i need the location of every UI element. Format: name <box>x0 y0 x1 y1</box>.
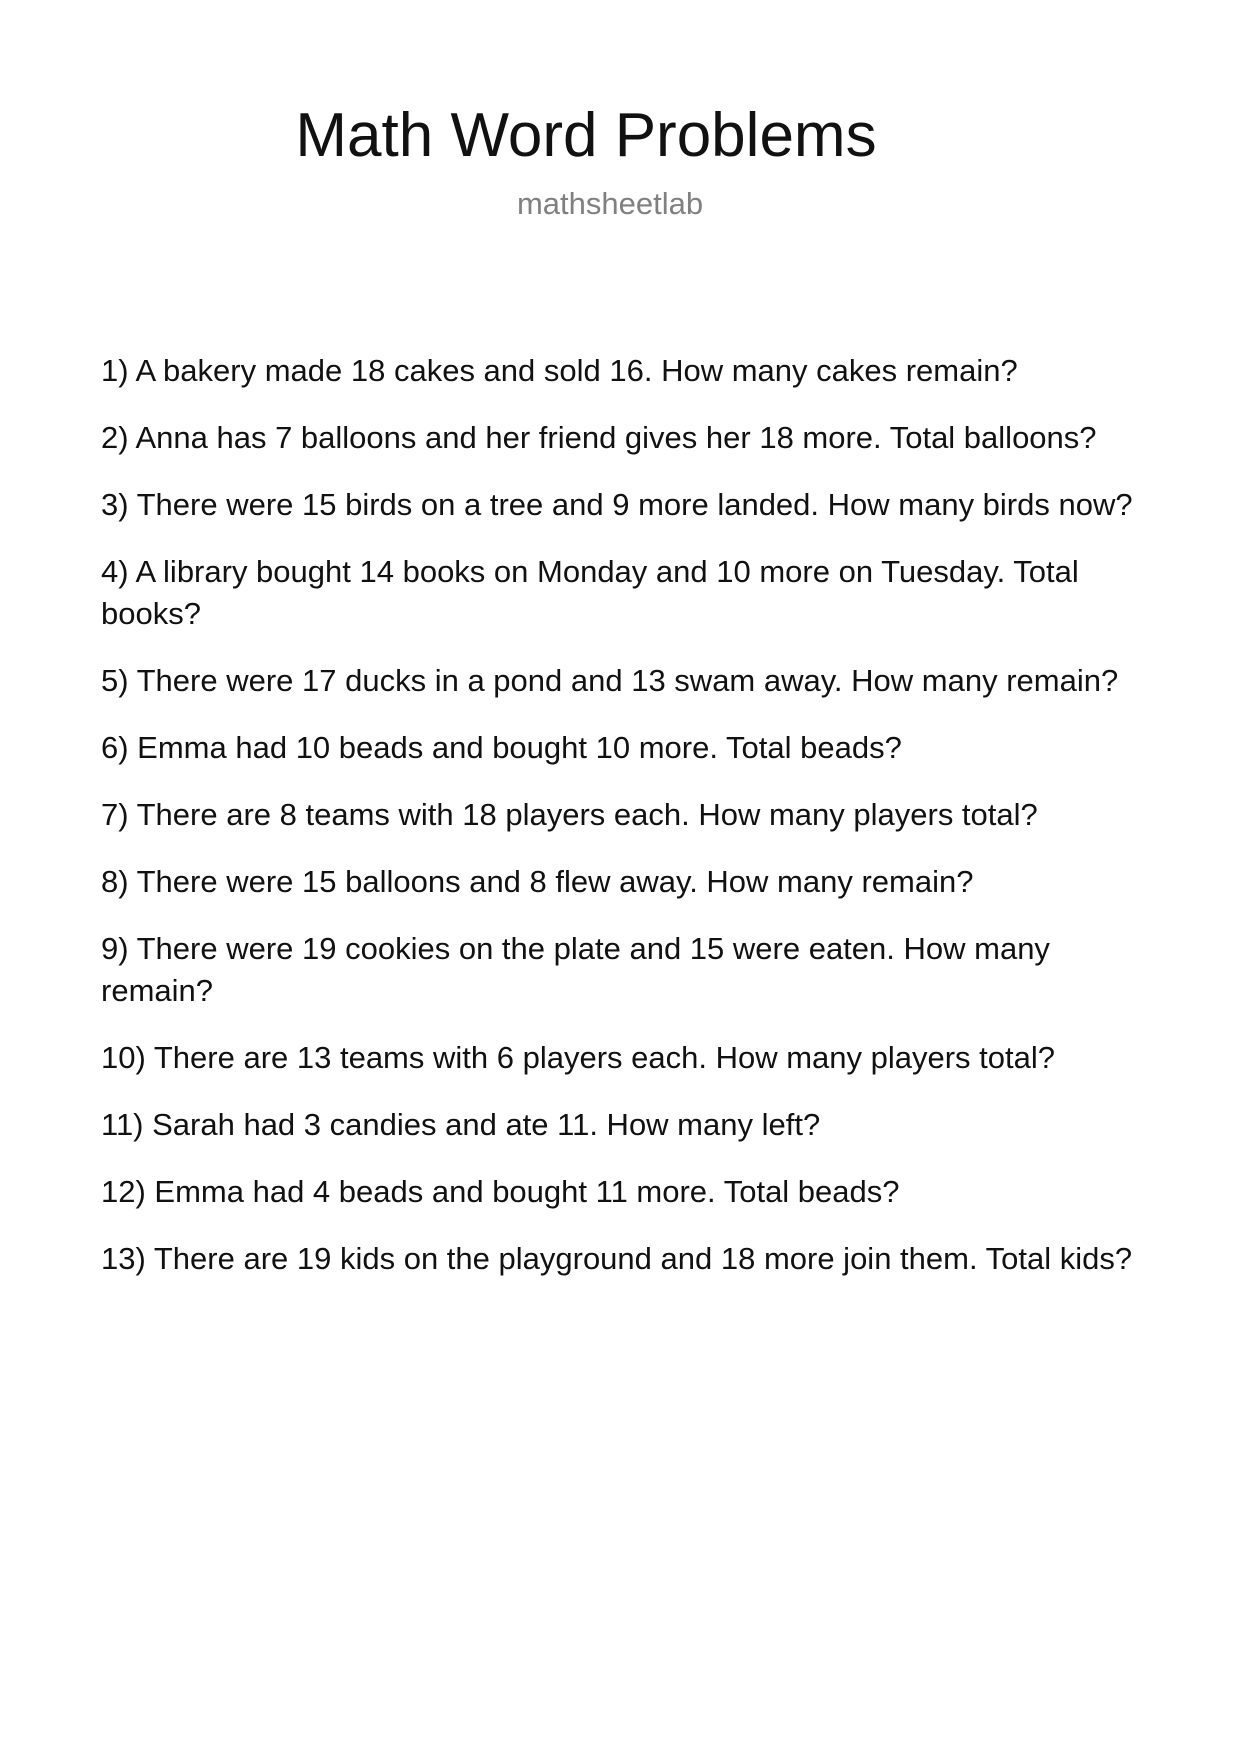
page-subtitle: mathsheetlab <box>516 186 704 221</box>
problem-item: 4) A library bought 14 books on Monday and 10 more on Tuesday. Total books? <box>101 554 1079 631</box>
problem-item: 12) Emma had 4 beads and bought 11 more. Total beads? <box>101 1174 900 1209</box>
problem-item: 5) There were 17 ducks in a pond and 13 swam away. How many remain? <box>101 663 1119 698</box>
page-title: Math Word Problems <box>295 101 877 170</box>
problem-item: 13) There are 19 kids on the playground and 18 more join them. Total kids? <box>101 1241 1133 1276</box>
problem-item: 8) There were 15 balloons and 8 flew away. How many remain? <box>101 864 974 899</box>
problem-list <box>101 350 1161 1305</box>
problem-item: 6) Emma had 10 beads and bought 10 more. Total beads? <box>101 730 902 765</box>
problem-item: 10) There are 13 teams with 6 players each. How many players total? <box>101 1040 1056 1075</box>
problem-item: 2) Anna has 7 balloons and her friend gives her 18 more. Total balloons? <box>101 420 1097 455</box>
problem-item: 7) There are 8 teams with 18 players each. How many players total? <box>101 797 1038 832</box>
problem-item: 1) A bakery made 18 cakes and sold 16. How many cakes remain? <box>101 353 1018 388</box>
problem-item: 3) There were 15 birds on a tree and 9 more landed. How many birds now? <box>101 487 1133 522</box>
problem-item: 11) Sarah had 3 candies and ate 11. How many left? <box>101 1107 821 1142</box>
problem-item: 9) There were 19 cookies on the plate and 15 were eaten. How many remain? <box>101 931 1050 1008</box>
